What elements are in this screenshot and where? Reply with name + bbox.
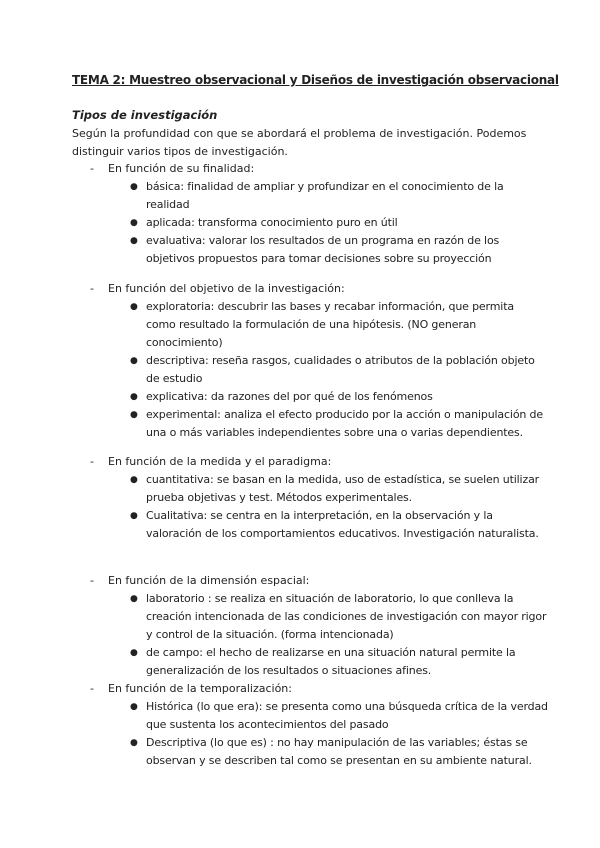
list-item-line: objetivos propuestos para tomar decisiones sobre su proyección bbox=[146, 252, 492, 265]
bullet-icon: ● bbox=[130, 738, 138, 748]
list-item-line: aplicada: transforma conocimiento puro en útil bbox=[146, 216, 398, 229]
list-item bbox=[146, 644, 546, 680]
list-item bbox=[146, 388, 546, 406]
dash-marker: - bbox=[90, 682, 94, 695]
list-item bbox=[146, 298, 546, 352]
intro-paragraph bbox=[72, 125, 532, 161]
list-item-line: explicativa: da razones del por qué de los fenómenos bbox=[146, 390, 433, 403]
list-item-line: descriptiva: reseña rasgos, cualidades o atributos de la población objeto bbox=[146, 354, 535, 367]
list-item bbox=[146, 590, 546, 644]
bullet-icon: ● bbox=[130, 392, 138, 402]
list-item-line: laboratorio : se realiza en situación de laboratorio, lo que conlleva la bbox=[146, 592, 514, 605]
dash-marker: - bbox=[90, 574, 94, 587]
section-heading: En función del objetivo de la investigación: bbox=[108, 282, 345, 295]
list-item bbox=[146, 734, 546, 770]
list-item-line: generalización de los resultados o situaciones afines. bbox=[146, 664, 432, 677]
list-item-line: Descriptiva (lo que es) : no hay manipulación de las variables; éstas se bbox=[146, 736, 528, 749]
list-item-line: observan y se describen tal como se presentan en su ambiente natural. bbox=[146, 754, 532, 767]
intro-line: distinguir varios tipos de investigación. bbox=[72, 145, 288, 158]
section-subtitle: Tipos de investigación bbox=[72, 108, 218, 122]
list-item bbox=[146, 352, 546, 388]
document-title: TEMA 2: Muestreo observacional y Diseños de investigación observacional bbox=[72, 73, 559, 87]
list-item-line: de estudio bbox=[146, 372, 203, 385]
bullet-icon: ● bbox=[130, 594, 138, 604]
list-item bbox=[146, 232, 546, 268]
list-item bbox=[146, 214, 546, 232]
dash-marker: - bbox=[90, 162, 94, 175]
section-heading: En función de la temporalización: bbox=[108, 682, 292, 695]
list-item-line: básica: finalidad de ampliar y profundizar en el conocimiento de la bbox=[146, 180, 504, 193]
section-heading: En función de su finalidad: bbox=[108, 162, 255, 175]
list-item bbox=[146, 406, 546, 442]
intro-line: Según la profundidad con que se abordará el problema de investigación. Podemos bbox=[72, 127, 527, 140]
bullet-icon: ● bbox=[130, 475, 138, 485]
bullet-icon: ● bbox=[130, 182, 138, 192]
list-item-line: cuantitativa: se basan en la medida, uso de estadística, se suelen utilizar bbox=[146, 473, 540, 486]
bullet-icon: ● bbox=[130, 702, 138, 712]
list-item-line: una o más variables independientes sobre una o varias dependientes. bbox=[146, 426, 523, 439]
list-item-line: como resultado la formulación de una hipótesis. (NO generan bbox=[146, 318, 477, 331]
list-item bbox=[146, 698, 546, 734]
list-item-line: realidad bbox=[146, 198, 190, 211]
list-item bbox=[146, 507, 546, 543]
dash-marker: - bbox=[90, 282, 94, 295]
section-heading: En función de la dimensión espacial: bbox=[108, 574, 310, 587]
bullet-icon: ● bbox=[130, 356, 138, 366]
list-item-line: y control de la situación. (forma intencionada) bbox=[146, 628, 394, 641]
list-item-line: evaluativa: valorar los resultados de un programa en razón de los bbox=[146, 234, 500, 247]
bullet-icon: ● bbox=[130, 302, 138, 312]
list-item-line: creación intencionada de las condiciones de investigación con mayor rigor bbox=[146, 610, 547, 623]
list-item-line: Cualitativa: se centra en la interpretación, en la observación y la bbox=[146, 509, 493, 522]
bullet-icon: ● bbox=[130, 511, 138, 521]
list-item-line: que sustenta los acontecimientos del pasado bbox=[146, 718, 389, 731]
bullet-icon: ● bbox=[130, 236, 138, 246]
list-item bbox=[146, 471, 546, 507]
list-item-line: exploratoria: descubrir las bases y recabar información, que permita bbox=[146, 300, 514, 313]
section-heading: En función de la medida y el paradigma: bbox=[108, 455, 332, 468]
dash-marker: - bbox=[90, 455, 94, 468]
bullet-icon: ● bbox=[130, 410, 138, 420]
list-item-line: Histórica (lo que era): se presenta como una búsqueda crítica de la verdad bbox=[146, 700, 548, 713]
list-item-line: valoración de los comportamientos educativos. Investigación naturalista. bbox=[146, 527, 539, 540]
list-item-line: de campo: el hecho de realizarse en una situación natural permite la bbox=[146, 646, 516, 659]
list-item bbox=[146, 178, 546, 214]
list-item-line: prueba objetivas y test. Métodos experimentales. bbox=[146, 491, 412, 504]
bullet-icon: ● bbox=[130, 218, 138, 228]
list-item-line: experimental: analiza el efecto producido por la acción o manipulación de bbox=[146, 408, 544, 421]
bullet-icon: ● bbox=[130, 648, 138, 658]
list-item-line: conocimiento) bbox=[146, 336, 223, 349]
